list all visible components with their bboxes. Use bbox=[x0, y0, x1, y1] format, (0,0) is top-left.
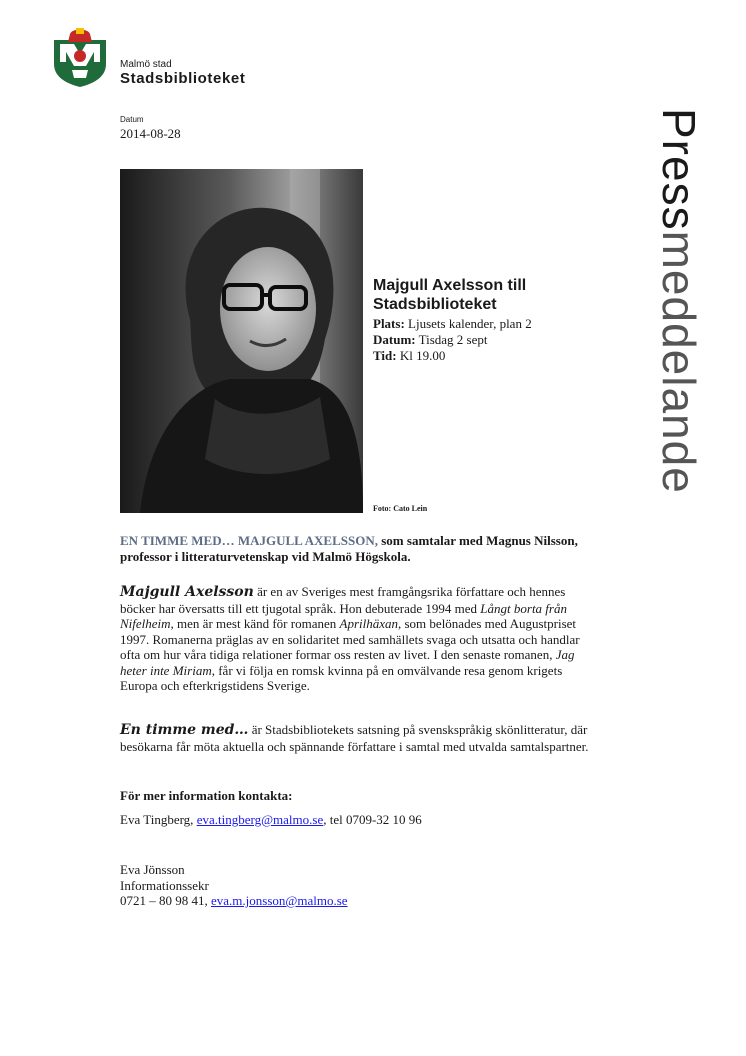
event-place bbox=[373, 316, 593, 332]
bio-text-3: , som belönades med Augustpriset 1997. Romanerna präglas av en solidaritet med samhällets svaga och utsatta och handlar ofta om hur våra tidiga relationer formar oss resten av livet. I den senaste romanen, bbox=[120, 616, 580, 662]
series-paragraph bbox=[120, 722, 590, 754]
event-info bbox=[373, 276, 593, 364]
book-title-1: Långt borta från Nifelheim bbox=[120, 600, 567, 631]
vertical-title-press: Press bbox=[653, 108, 705, 231]
bio-paragraph bbox=[120, 584, 590, 694]
event-date bbox=[373, 332, 593, 348]
time-label: Tid: bbox=[373, 348, 397, 363]
event-title: Majgull Axelsson till Stadsbiblioteket bbox=[373, 277, 527, 313]
contact-person: Eva Tingberg, bbox=[120, 812, 194, 827]
date-label: Datum bbox=[120, 115, 144, 124]
signature-block bbox=[120, 862, 348, 909]
contact-line bbox=[120, 812, 422, 828]
signature-contact bbox=[120, 893, 348, 909]
series-text: är Stadsbibliotekets satsning på svenskspråkig skönlitteratur, där besökarna får möta aktuella och spännande författare i samtal med utvalda samtalspartner. bbox=[120, 722, 589, 754]
signature-email-link[interactable]: eva.m.jonsson@malmo.se bbox=[211, 893, 348, 908]
org-name: Stadsbiblioteket bbox=[120, 70, 246, 87]
place-value: Ljusets kalender, plan 2 bbox=[408, 316, 532, 331]
date-value: 2014-08-28 bbox=[120, 126, 181, 141]
book-title-3: Jag heter inte Miriam bbox=[120, 647, 575, 678]
org-subtitle: Malmö stad bbox=[120, 59, 172, 70]
lead-text: som samtalar med Magnus Nilsson, professor i litteraturvetenskap vid Malmö Högskola. bbox=[120, 533, 578, 564]
series-name: En timme med… bbox=[120, 722, 249, 738]
place-label: Plats: bbox=[373, 316, 405, 331]
malmo-coat-of-arms-logo bbox=[52, 26, 108, 88]
event-time bbox=[373, 348, 593, 364]
signature-phone: 0721 – 80 98 41, bbox=[120, 893, 208, 908]
event-date-value: Tisdag 2 sept bbox=[418, 332, 488, 347]
lead-paragraph bbox=[120, 533, 590, 564]
photo-credit: Foto: Cato Lein bbox=[373, 504, 428, 513]
contact-email-link[interactable]: eva.tingberg@malmo.se bbox=[196, 812, 324, 827]
vertical-title bbox=[653, 108, 705, 494]
contact-heading: För mer information kontakta: bbox=[120, 788, 293, 803]
author-name: Majgull Axelsson bbox=[120, 584, 254, 600]
signature-name: Eva Jönsson bbox=[120, 862, 185, 877]
lead-caps: EN TIMME MED… MAJGULL AXELSSON, bbox=[120, 533, 378, 548]
bio-text-2: , men är mest känd för romanen bbox=[170, 616, 337, 631]
signature-role: Informationssekr bbox=[120, 877, 209, 893]
vertical-title-meddelande: meddelande bbox=[653, 230, 705, 494]
contact-phone: , tel 0709-32 10 96 bbox=[323, 812, 422, 827]
event-date-label: Datum: bbox=[373, 332, 416, 347]
book-title-2: Aprilhäxan bbox=[339, 616, 398, 631]
time-value: Kl 19.00 bbox=[399, 348, 446, 363]
author-photo bbox=[120, 169, 363, 513]
bio-text-1: är en av Sveriges mest framgångsrika författare och hennes böcker har översatts till ett tjugotal språk. Hon debuterade 1994 med bbox=[120, 584, 566, 616]
bio-text-4: , får vi följa en romsk kvinna på en omvälvande resa genom krigets Europa och efterkrigstidens Sverige. bbox=[120, 662, 563, 693]
